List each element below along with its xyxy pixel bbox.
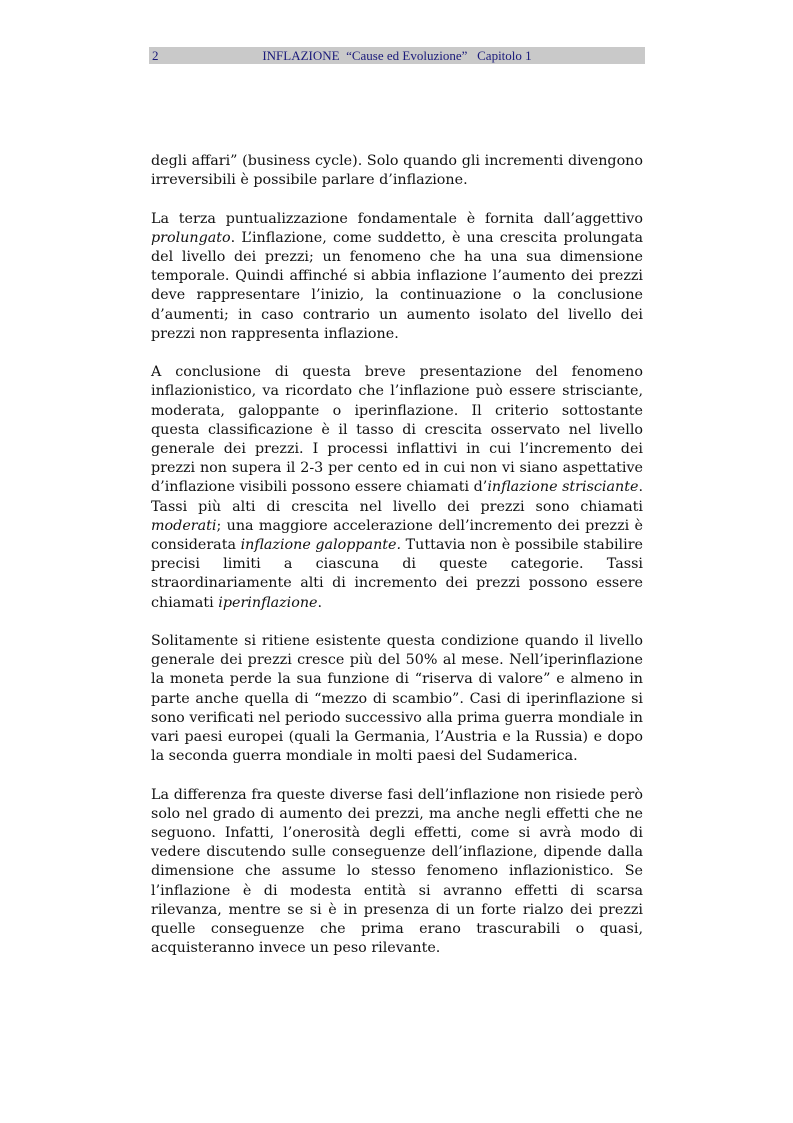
text-run: ; una maggiore accelerazione dell’incremento dei prezzi è considerata [151, 517, 643, 554]
text-run: degli affari” (business cycle). Solo quando gli incrementi divengono irreversibili è possibile parlare d’inflazione. [151, 153, 643, 189]
page-number: 2 [152, 48, 159, 63]
italic-term: iperinflazione [218, 594, 318, 611]
paragraph-5 [151, 786, 643, 959]
text-run: A conclusione di questa breve presentazione del fenomeno inflazionistico, va ricordato che l’inflazione può essere strisciante, moderata, galoppante o iperinflazione. Il criterio sottostante questa classificazione è il tasso di crescita osservato nel livello generale dei prezzi. I processi inflattivi in cui l’incremento dei prezzi non supera il 2-3 per cento ed in cui non vi siano aspettative d’inflazione visibili possono essere chiamati d’ [151, 364, 643, 496]
paragraph-2 [151, 210, 643, 344]
paragraph-4 [151, 632, 643, 766]
running-title: INFLAZIONE “Cause ed Evoluzione” Capitolo 1 [262, 48, 532, 63]
text-run: Tuttavia non è possibile stabilire precisi limiti a ciascuna di queste categorie. Tassi straordinariamente alti di incremento dei prezzi possono essere chiamati [151, 537, 643, 611]
italic-term: inflazione strisciante [487, 479, 639, 496]
text-run: Solitamente si ritiene esistente questa condizione quando il livello generale dei prezzi cresce più del 50% al mese. Nell’iperinflazione la moneta perde la sua funzione di “riserva di valore” e almeno in parte anche quella di “mezzo di scambio”. Casi di iperinflazione si sono verificati nel periodo successivo alla prima guerra mondiale in vari paesi europei (quali la Germania, l’Austria e la Russia) e dopo la seconda guerra mondiale in molti paesi del Sudamerica. [151, 633, 643, 765]
text-run: . L’inflazione, come suddetto, è una crescita prolungata del livello dei prezzi; un fenomeno che ha una sua dimensione temporale. Quindi affinché si abbia inflazione l’aumento dei prezzi deve rappresentare l’inizio, la continuazione o la conclusione d’aumenti; in caso contrario un aumento isolato del livello dei prezzi non rappresenta inflazione. [151, 229, 643, 342]
text-run: La differenza fra queste diverse fasi dell’inflazione non risiede però solo nel grado di aumento dei prezzi, ma anche negli effetti che ne seguono. Infatti, l’onerosità degli effetti, come si avrà modo di vedere discutendo sulle conseguenze dell’inflazione, dipende dalla dimensione che assume lo stesso fenomeno inflazionistico. Se l’inflazione è di modesta entità si avranno effetti di scarsa rilevanza, mentre se si è in presenza di un forte rialzo dei prezzi quelle conseguenze che prima erano trascurabili o quasi, acquisteranno invece un peso rilevante. [151, 786, 643, 957]
italic-term: prolungato [151, 229, 231, 246]
text-run: La terza puntualizzazione fondamentale è fornita dall’aggettivo [151, 210, 643, 227]
paragraph-1 [151, 152, 643, 190]
paragraph-3 [151, 363, 643, 613]
italic-term: moderati [151, 517, 217, 534]
body-text [151, 152, 643, 978]
page-header [149, 47, 645, 64]
text-run: . Tassi più alti di crescita nel livello dei prezzi sono chiamati [151, 479, 643, 515]
italic-term: inflazione galoppante. [240, 537, 402, 554]
text-run: . [317, 594, 323, 611]
